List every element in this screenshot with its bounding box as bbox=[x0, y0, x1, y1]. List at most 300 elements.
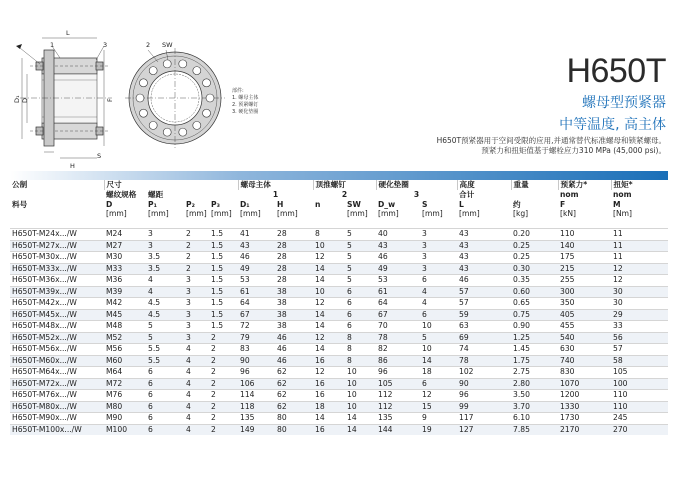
cell-sw: 6 bbox=[345, 286, 376, 298]
cell-m: 110 bbox=[611, 401, 668, 413]
table-row bbox=[10, 413, 668, 425]
cell-f: 1730 bbox=[558, 413, 611, 425]
product-subtitle: 螺母型预紧器 bbox=[582, 95, 666, 111]
header-pitch: 螺距 bbox=[148, 190, 164, 199]
cell-sw: 10 bbox=[345, 401, 376, 413]
unit: [kN] bbox=[560, 210, 577, 218]
cell-p2: 4 bbox=[184, 390, 209, 402]
cell-w: 3.70 bbox=[511, 401, 558, 413]
cell-dw: 43 bbox=[376, 240, 420, 252]
cell-l: 99 bbox=[457, 401, 511, 413]
callout-sw: SW bbox=[162, 41, 173, 49]
cell-f: 455 bbox=[558, 321, 611, 333]
cell-dw: 105 bbox=[376, 378, 420, 390]
cell-p: H650T-M33x.../W bbox=[10, 263, 104, 275]
table-row bbox=[10, 390, 668, 402]
cell-d: M60 bbox=[104, 355, 146, 367]
cell-s: 18 bbox=[420, 367, 457, 379]
cell-l: 78 bbox=[457, 355, 511, 367]
cell-dw: 78 bbox=[376, 332, 420, 344]
table-row bbox=[10, 252, 668, 264]
cell-m: 12 bbox=[611, 275, 668, 287]
cell-p3: 2 bbox=[209, 332, 238, 344]
cell-m: 110 bbox=[611, 390, 668, 402]
cell-p3: 1.5 bbox=[209, 286, 238, 298]
jackbolt-hole bbox=[139, 79, 147, 87]
cell-p2: 2 bbox=[184, 240, 209, 252]
cell-s: 3 bbox=[420, 240, 457, 252]
unit: [mm] bbox=[347, 210, 368, 218]
header-nom: nom bbox=[613, 190, 632, 199]
cell-l: 57 bbox=[457, 298, 511, 310]
cell-n: 16 bbox=[313, 355, 345, 367]
cell-d: M30 bbox=[104, 252, 146, 264]
cell-s: 3 bbox=[420, 229, 457, 241]
table-row bbox=[10, 355, 668, 367]
cell-f: 350 bbox=[558, 298, 611, 310]
cell-l: 57 bbox=[457, 286, 511, 298]
cell-sw: 6 bbox=[345, 321, 376, 333]
cell-p3: 2 bbox=[209, 390, 238, 402]
cell-l: 102 bbox=[457, 367, 511, 379]
cell-n: 12 bbox=[313, 252, 345, 264]
cell-h: 38 bbox=[275, 298, 313, 310]
cell-p2: 3 bbox=[184, 321, 209, 333]
unit: [mm] bbox=[211, 210, 232, 218]
cell-dw: 144 bbox=[376, 424, 420, 435]
table-row bbox=[10, 367, 668, 379]
cell-h: 38 bbox=[275, 321, 313, 333]
callout-3: 3 bbox=[103, 41, 108, 49]
unit: [mm] bbox=[459, 210, 480, 218]
cell-n: 14 bbox=[313, 344, 345, 356]
cell-f: 740 bbox=[558, 355, 611, 367]
cell-sw: 6 bbox=[345, 298, 376, 310]
table-row bbox=[10, 321, 668, 333]
cell-d: M52 bbox=[104, 332, 146, 344]
cell-p: H650T-M76x.../W bbox=[10, 390, 104, 402]
cell-d: M36 bbox=[104, 275, 146, 287]
cell-h: 38 bbox=[275, 309, 313, 321]
cell-p3: 1.5 bbox=[209, 240, 238, 252]
cell-m: 100 bbox=[611, 378, 668, 390]
cell-s: 10 bbox=[420, 321, 457, 333]
header-washer: 硬化垫圈 bbox=[376, 180, 457, 190]
cell-s: 4 bbox=[420, 298, 457, 310]
cell-p3: 2 bbox=[209, 424, 238, 435]
cell-s: 3 bbox=[420, 252, 457, 264]
jackbolt-hole bbox=[193, 67, 201, 75]
sym-f: F bbox=[560, 200, 566, 209]
cell-d: M33 bbox=[104, 263, 146, 275]
cell-p2: 4 bbox=[184, 424, 209, 435]
table-row bbox=[10, 378, 668, 390]
cell-w: 3.50 bbox=[511, 390, 558, 402]
cell-dw: 86 bbox=[376, 355, 420, 367]
cell-h: 28 bbox=[275, 229, 313, 241]
cell-p: H650T-M45x.../W bbox=[10, 309, 104, 321]
cell-m: 11 bbox=[611, 229, 668, 241]
header-jackbolts: 顶推螺钉 bbox=[313, 180, 376, 190]
jackbolt-hole bbox=[136, 94, 144, 102]
cell-w: 6.10 bbox=[511, 413, 558, 425]
table-row bbox=[10, 286, 668, 298]
sym-l: L bbox=[459, 200, 464, 209]
cell-sw: 10 bbox=[345, 390, 376, 402]
cell-p3: 1.5 bbox=[209, 252, 238, 264]
cell-d: M42 bbox=[104, 298, 146, 310]
unit: [mm] bbox=[148, 210, 169, 218]
sym-d: D bbox=[106, 200, 113, 209]
table-row bbox=[10, 332, 668, 344]
legend-item: 3. 硬化垫圈 bbox=[232, 109, 259, 115]
cell-m: 30 bbox=[611, 298, 668, 310]
cell-p2: 2 bbox=[184, 229, 209, 241]
legend-item: 2. 预紧螺钉 bbox=[232, 102, 259, 108]
cell-p: H650T-M80x.../W bbox=[10, 401, 104, 413]
product-title: H650T bbox=[566, 52, 666, 90]
cell-p3: 2 bbox=[209, 401, 238, 413]
jackbolt-hole bbox=[206, 94, 214, 102]
table-row bbox=[10, 240, 668, 252]
cell-n: 14 bbox=[313, 275, 345, 287]
header-nom: nom bbox=[560, 190, 579, 199]
cell-w: 7.85 bbox=[511, 424, 558, 435]
cell-d1: 46 bbox=[238, 252, 275, 264]
jackbolt-hole bbox=[179, 128, 187, 136]
cell-sw: 6 bbox=[345, 309, 376, 321]
jackbolt-hole bbox=[149, 67, 157, 75]
dim-h: H bbox=[70, 162, 75, 170]
cell-w: 1.45 bbox=[511, 344, 558, 356]
cell-p2: 2 bbox=[184, 252, 209, 264]
cell-s: 19 bbox=[420, 424, 457, 435]
table-row bbox=[10, 229, 668, 241]
cell-p2: 3 bbox=[184, 275, 209, 287]
cell-p1: 4 bbox=[146, 275, 184, 287]
cell-p: H650T-M60x.../W bbox=[10, 355, 104, 367]
cell-w: 0.20 bbox=[511, 229, 558, 241]
technical-drawing bbox=[0, 0, 240, 172]
cell-d1: 83 bbox=[238, 344, 275, 356]
cell-d1: 53 bbox=[238, 275, 275, 287]
cell-p2: 3 bbox=[184, 332, 209, 344]
cell-p1: 3.5 bbox=[146, 252, 184, 264]
cell-m: 245 bbox=[611, 413, 668, 425]
unit: [mm] bbox=[106, 210, 127, 218]
cell-p3: 2 bbox=[209, 367, 238, 379]
cell-p1: 3.5 bbox=[146, 263, 184, 275]
cell-p1: 6 bbox=[146, 424, 184, 435]
sym-dw: D_w bbox=[378, 200, 396, 209]
cell-n: 16 bbox=[313, 378, 345, 390]
cell-w: 0.65 bbox=[511, 298, 558, 310]
sym-d1: D₁ bbox=[240, 200, 250, 209]
cell-n: 12 bbox=[313, 332, 345, 344]
cell-n: 12 bbox=[313, 298, 345, 310]
cell-n: 14 bbox=[313, 321, 345, 333]
cell-d1: 61 bbox=[238, 286, 275, 298]
cell-m: 56 bbox=[611, 332, 668, 344]
unit: [mm] bbox=[240, 210, 261, 218]
cell-d1: 149 bbox=[238, 424, 275, 435]
cell-h: 28 bbox=[275, 263, 313, 275]
cell-s: 5 bbox=[420, 332, 457, 344]
cell-h: 46 bbox=[275, 355, 313, 367]
cell-h: 62 bbox=[275, 367, 313, 379]
cell-w: 0.90 bbox=[511, 321, 558, 333]
unit: [mm] bbox=[186, 210, 207, 218]
cell-p2: 4 bbox=[184, 367, 209, 379]
header-part-1: 1 bbox=[272, 190, 279, 199]
cell-s: 15 bbox=[420, 401, 457, 413]
cell-p1: 4 bbox=[146, 286, 184, 298]
cell-p1: 6 bbox=[146, 378, 184, 390]
cell-f: 540 bbox=[558, 332, 611, 344]
cell-n: 18 bbox=[313, 401, 345, 413]
cell-d1: 90 bbox=[238, 355, 275, 367]
cell-h: 46 bbox=[275, 332, 313, 344]
cell-p2: 2 bbox=[184, 263, 209, 275]
cell-w: 0.75 bbox=[511, 309, 558, 321]
cell-p1: 5.5 bbox=[146, 355, 184, 367]
unit: [mm] bbox=[277, 210, 298, 218]
cell-s: 4 bbox=[420, 286, 457, 298]
cell-p2: 4 bbox=[184, 378, 209, 390]
cell-d1: 135 bbox=[238, 413, 275, 425]
cell-w: 1.25 bbox=[511, 332, 558, 344]
cell-s: 14 bbox=[420, 355, 457, 367]
cell-p1: 4.5 bbox=[146, 309, 184, 321]
cell-dw: 64 bbox=[376, 298, 420, 310]
cell-d1: 96 bbox=[238, 367, 275, 379]
cell-f: 215 bbox=[558, 263, 611, 275]
cell-l: 43 bbox=[457, 240, 511, 252]
cell-h: 46 bbox=[275, 344, 313, 356]
cell-s: 6 bbox=[420, 309, 457, 321]
header-part-2: 2 bbox=[341, 190, 348, 199]
cell-sw: 5 bbox=[345, 229, 376, 241]
cell-m: 33 bbox=[611, 321, 668, 333]
cell-sw: 10 bbox=[345, 378, 376, 390]
cell-d: M72 bbox=[104, 378, 146, 390]
cell-f: 630 bbox=[558, 344, 611, 356]
cell-h: 80 bbox=[275, 424, 313, 435]
cell-p1: 5 bbox=[146, 321, 184, 333]
cell-d1: 41 bbox=[238, 229, 275, 241]
unit: [mm] bbox=[378, 210, 399, 218]
cell-h: 28 bbox=[275, 252, 313, 264]
table-row bbox=[10, 263, 668, 275]
cell-h: 62 bbox=[275, 378, 313, 390]
cell-sw: 8 bbox=[345, 355, 376, 367]
cell-f: 1330 bbox=[558, 401, 611, 413]
jackbolt-hole bbox=[163, 60, 171, 68]
header-torque: 扭矩* bbox=[611, 180, 668, 190]
cell-d: M27 bbox=[104, 240, 146, 252]
table-row bbox=[10, 309, 668, 321]
header-total: 合计 bbox=[459, 190, 475, 199]
cell-n: 14 bbox=[313, 413, 345, 425]
description-line: 预紧力和扭矩值基于螺栓应力310 MPa (45,000 psi)。 bbox=[481, 146, 666, 155]
sym-p3: P₃ bbox=[211, 200, 220, 209]
cell-l: 59 bbox=[457, 309, 511, 321]
cell-w: 0.25 bbox=[511, 240, 558, 252]
cell-l: 74 bbox=[457, 344, 511, 356]
cell-n: 8 bbox=[313, 229, 345, 241]
sym-h: H bbox=[277, 200, 284, 209]
cell-n: 10 bbox=[313, 240, 345, 252]
cell-d1: 67 bbox=[238, 309, 275, 321]
cell-dw: 96 bbox=[376, 367, 420, 379]
header-nut-body: 螺母主体 bbox=[238, 180, 313, 190]
jackbolt-hole bbox=[163, 128, 171, 136]
cell-p2: 3 bbox=[184, 298, 209, 310]
cell-d: M90 bbox=[104, 413, 146, 425]
sym-n: n bbox=[315, 200, 321, 209]
cell-m: 270 bbox=[611, 424, 668, 435]
header-thread: 螺纹规格 bbox=[106, 190, 137, 199]
cell-n: 16 bbox=[313, 390, 345, 402]
cell-s: 12 bbox=[420, 390, 457, 402]
cell-p2: 3 bbox=[184, 309, 209, 321]
cell-p2: 4 bbox=[184, 344, 209, 356]
legend-title: 部件: bbox=[232, 88, 244, 94]
cell-h: 62 bbox=[275, 401, 313, 413]
cell-s: 6 bbox=[420, 378, 457, 390]
header-height: 高度 bbox=[457, 180, 511, 190]
cell-sw: 14 bbox=[345, 424, 376, 435]
sym-m: M bbox=[613, 200, 621, 209]
table-sub-header bbox=[10, 190, 668, 200]
sym-approx: 约 bbox=[513, 200, 521, 209]
cell-dw: 67 bbox=[376, 309, 420, 321]
cell-p3: 1.5 bbox=[209, 263, 238, 275]
cell-dw: 53 bbox=[376, 275, 420, 287]
callout-1: 1 bbox=[50, 41, 55, 49]
sym-p2: P₂ bbox=[186, 200, 195, 209]
cell-n: 14 bbox=[313, 309, 345, 321]
description-line: H650T预紧器用于空间受限的应用,并通常替代标准螺母和锁紧螺母。 bbox=[436, 136, 666, 145]
cell-p1: 6 bbox=[146, 401, 184, 413]
dim-f: F bbox=[106, 98, 114, 102]
jackbolt-hole bbox=[203, 79, 211, 87]
cell-f: 1070 bbox=[558, 378, 611, 390]
cell-p2: 4 bbox=[184, 413, 209, 425]
cell-l: 69 bbox=[457, 332, 511, 344]
cell-p1: 5.5 bbox=[146, 344, 184, 356]
header-preload: 预紧力* bbox=[558, 180, 611, 190]
cell-m: 29 bbox=[611, 309, 668, 321]
cell-p: H650T-M39x.../W bbox=[10, 286, 104, 298]
cell-f: 255 bbox=[558, 275, 611, 287]
cell-p: H650T-M24x.../W bbox=[10, 229, 104, 241]
cell-d: M64 bbox=[104, 367, 146, 379]
sym-p1: P₁ bbox=[148, 200, 157, 209]
cell-d1: 114 bbox=[238, 390, 275, 402]
cell-w: 0.30 bbox=[511, 263, 558, 275]
cell-p: H650T-M48x.../W bbox=[10, 321, 104, 333]
cell-p1: 3 bbox=[146, 229, 184, 241]
cell-sw: 5 bbox=[345, 252, 376, 264]
cell-d: M56 bbox=[104, 344, 146, 356]
cell-d1: 43 bbox=[238, 240, 275, 252]
cell-f: 140 bbox=[558, 240, 611, 252]
cell-w: 1.75 bbox=[511, 355, 558, 367]
sym-s: S bbox=[422, 200, 428, 209]
unit: [Nm] bbox=[613, 210, 633, 218]
cell-l: 117 bbox=[457, 413, 511, 425]
cell-f: 830 bbox=[558, 367, 611, 379]
cell-sw: 10 bbox=[345, 367, 376, 379]
cell-l: 43 bbox=[457, 229, 511, 241]
table-row bbox=[10, 275, 668, 287]
cell-p: H650T-M36x.../W bbox=[10, 275, 104, 287]
cell-p: H650T-M30x.../W bbox=[10, 252, 104, 264]
cell-s: 10 bbox=[420, 344, 457, 356]
cell-d: M80 bbox=[104, 401, 146, 413]
cell-dw: 82 bbox=[376, 344, 420, 356]
cell-p3: 2 bbox=[209, 344, 238, 356]
cell-w: 0.60 bbox=[511, 286, 558, 298]
cell-h: 38 bbox=[275, 286, 313, 298]
cell-f: 2170 bbox=[558, 424, 611, 435]
cell-sw: 5 bbox=[345, 240, 376, 252]
cell-l: 90 bbox=[457, 378, 511, 390]
cell-p3: 1.5 bbox=[209, 298, 238, 310]
header-weight: 重量 bbox=[511, 180, 558, 190]
cell-dw: 135 bbox=[376, 413, 420, 425]
header-size: 尺寸 bbox=[104, 180, 238, 190]
cell-p: H650T-M72x.../W bbox=[10, 378, 104, 390]
product-subtitle-2: 中等温度, 高主体 bbox=[559, 117, 666, 133]
jackbolt-hole bbox=[149, 121, 157, 129]
unit: [kg] bbox=[513, 210, 529, 218]
table-unit-header bbox=[10, 210, 668, 229]
unit: [mm] bbox=[422, 210, 443, 218]
cell-d1: 72 bbox=[238, 321, 275, 333]
cell-d1: 106 bbox=[238, 378, 275, 390]
dim-d1: D₁ bbox=[13, 95, 21, 103]
dim-l: L bbox=[66, 29, 70, 37]
cell-f: 175 bbox=[558, 252, 611, 264]
cell-d1: 64 bbox=[238, 298, 275, 310]
cell-d: M48 bbox=[104, 321, 146, 333]
cell-sw: 8 bbox=[345, 332, 376, 344]
table-row bbox=[10, 298, 668, 310]
cell-p2: 3 bbox=[184, 286, 209, 298]
spec-table bbox=[10, 180, 668, 435]
table-row bbox=[10, 424, 668, 435]
cell-dw: 112 bbox=[376, 390, 420, 402]
table-row bbox=[10, 344, 668, 356]
cell-h: 28 bbox=[275, 275, 313, 287]
cell-l: 46 bbox=[457, 275, 511, 287]
cell-p1: 3 bbox=[146, 240, 184, 252]
cell-dw: 40 bbox=[376, 229, 420, 241]
cell-p: H650T-M64x.../W bbox=[10, 367, 104, 379]
side-view bbox=[20, 38, 112, 158]
cell-d: M24 bbox=[104, 229, 146, 241]
cell-n: 14 bbox=[313, 263, 345, 275]
cell-l: 127 bbox=[457, 424, 511, 435]
dim-s: S bbox=[97, 152, 102, 160]
cell-l: 43 bbox=[457, 252, 511, 264]
cell-p: H650T-M56x.../W bbox=[10, 344, 104, 356]
cell-f: 405 bbox=[558, 309, 611, 321]
cell-dw: 46 bbox=[376, 252, 420, 264]
callout-2: 2 bbox=[146, 41, 151, 49]
